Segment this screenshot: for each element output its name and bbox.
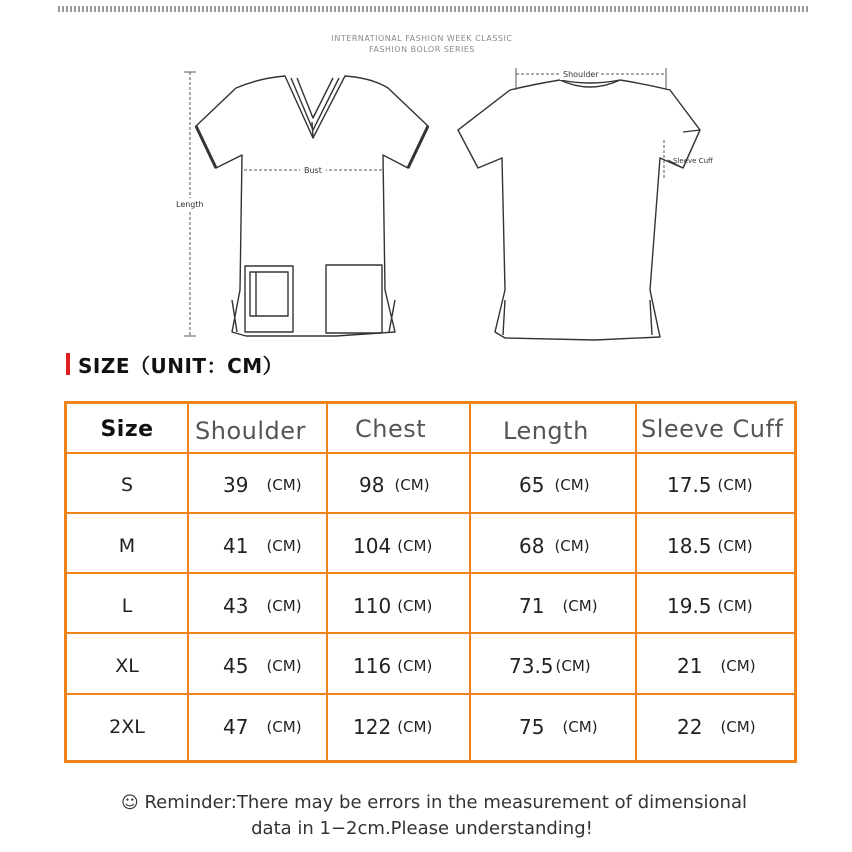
unit-label: (CM) <box>562 717 598 736</box>
garment-diagram <box>0 60 852 350</box>
unit-label: (CM) <box>717 596 753 615</box>
unit-label: (CM) <box>397 656 433 675</box>
unit-label: (CM) <box>266 475 302 494</box>
header-length <box>503 406 633 456</box>
unit-label: (CM) <box>397 596 433 615</box>
shoulder-cell <box>223 637 302 694</box>
size-value: L <box>121 594 133 617</box>
unit-label: (CM) <box>562 596 598 615</box>
chest-value: 122 <box>353 714 392 739</box>
top-divider <box>58 6 808 12</box>
table-row <box>67 637 794 694</box>
chest-cell <box>353 698 432 755</box>
size-cell <box>67 517 187 574</box>
shoulder-value: 43 <box>223 593 249 618</box>
shoulder-cell <box>223 577 302 634</box>
brand-line-1: INTERNATIONAL FASHION WEEK CLASSIC <box>331 34 513 43</box>
length-value: 75 <box>519 714 545 739</box>
header-chest <box>355 404 465 454</box>
sleeve-cuff-value: 22 <box>677 714 703 739</box>
unit-label: (CM) <box>717 475 753 494</box>
reminder-line-2: data in 1−2cm.Please understanding! <box>251 818 593 839</box>
chest-value: 104 <box>353 533 392 558</box>
unit-label: (CM) <box>266 536 302 555</box>
chest-value: 98 <box>359 472 385 497</box>
header-length-label: Length <box>503 417 589 445</box>
length-label: Length <box>176 200 204 209</box>
table-row <box>67 456 794 513</box>
table-row <box>67 577 794 634</box>
header-sleeve-cuff <box>641 404 796 454</box>
sleeve-cuff-cell <box>667 577 753 634</box>
length-value: 71 <box>519 593 545 618</box>
sleeve-cuff-label: Sleeve Cuff <box>673 157 713 165</box>
size-value: M <box>118 534 136 557</box>
length-cell <box>519 456 590 513</box>
red-accent-bar <box>66 353 70 375</box>
shoulder-label: Shoulder <box>563 70 599 79</box>
size-cell <box>67 456 187 513</box>
unit-label: (CM) <box>266 717 302 736</box>
table-row <box>67 517 794 574</box>
front-view-drawing <box>196 76 428 336</box>
unit-label: (CM) <box>397 717 433 736</box>
unit-label: (CM) <box>266 596 302 615</box>
size-value: S <box>120 473 134 496</box>
back-view-drawing <box>458 80 700 340</box>
sleeve-cuff-value: 17.5 <box>667 472 712 497</box>
chest-cell <box>353 517 432 574</box>
shoulder-value: 45 <box>223 653 249 678</box>
unit-label: (CM) <box>720 656 756 675</box>
unit-label: (CM) <box>266 656 302 675</box>
table-row <box>67 698 794 755</box>
chest-cell <box>353 577 432 634</box>
size-table <box>64 401 797 763</box>
unit-label: (CM) <box>720 717 756 736</box>
brand-line-2: FASHION BOLOR SERIES <box>368 45 475 54</box>
length-cell <box>519 577 598 634</box>
reminder-text-1: Reminder:There may be errors in the measurement of dimensional <box>144 792 747 813</box>
size-cell <box>67 577 187 634</box>
bust-label: Bust <box>304 166 322 175</box>
length-cell <box>519 517 590 574</box>
chest-value: 116 <box>353 653 392 678</box>
chest-value: 110 <box>353 593 392 618</box>
unit-label: (CM) <box>554 475 590 494</box>
shoulder-value: 39 <box>223 472 249 497</box>
shoulder-cell <box>223 698 302 755</box>
reminder-line-1 <box>8 792 852 813</box>
section-title: SIZE（UNIT：CM） <box>78 353 284 378</box>
unit-label: (CM) <box>717 536 753 555</box>
chest-cell <box>359 456 430 513</box>
size-section-heading <box>66 352 283 376</box>
length-value: 73.5 <box>509 653 554 678</box>
header-chest-label: Chest <box>355 415 427 443</box>
length-cell <box>509 637 591 694</box>
sleeve-cuff-value: 19.5 <box>667 593 712 618</box>
length-cell <box>519 698 598 755</box>
shoulder-cell <box>223 456 302 513</box>
sleeve-cuff-cell <box>677 698 756 755</box>
smiley-icon: ☺ <box>121 793 139 813</box>
length-value: 68 <box>519 533 545 558</box>
unit-label: (CM) <box>394 475 430 494</box>
size-cell <box>67 698 187 755</box>
unit-label: (CM) <box>397 536 433 555</box>
size-value: 2XL <box>109 715 145 738</box>
unit-label: (CM) <box>554 536 590 555</box>
sleeve-cuff-cell <box>667 517 753 574</box>
header-shoulder-label: Shoulder <box>195 417 306 445</box>
size-value: XL <box>115 654 139 677</box>
length-value: 65 <box>519 472 545 497</box>
header-shoulder <box>195 406 325 456</box>
sleeve-cuff-value: 21 <box>677 653 703 678</box>
header-size-label: Size <box>100 416 154 442</box>
sleeve-cuff-cell <box>677 637 756 694</box>
chest-cell <box>353 637 432 694</box>
shoulder-value: 47 <box>223 714 249 739</box>
shoulder-cell <box>223 517 302 574</box>
header-size <box>67 404 187 454</box>
size-cell <box>67 637 187 694</box>
header-sleeve-cuff-label: Sleeve Cuff <box>641 415 784 443</box>
unit-label: (CM) <box>555 656 591 675</box>
sleeve-cuff-value: 18.5 <box>667 533 712 558</box>
shoulder-value: 41 <box>223 533 249 558</box>
sleeve-cuff-cell <box>667 456 753 513</box>
